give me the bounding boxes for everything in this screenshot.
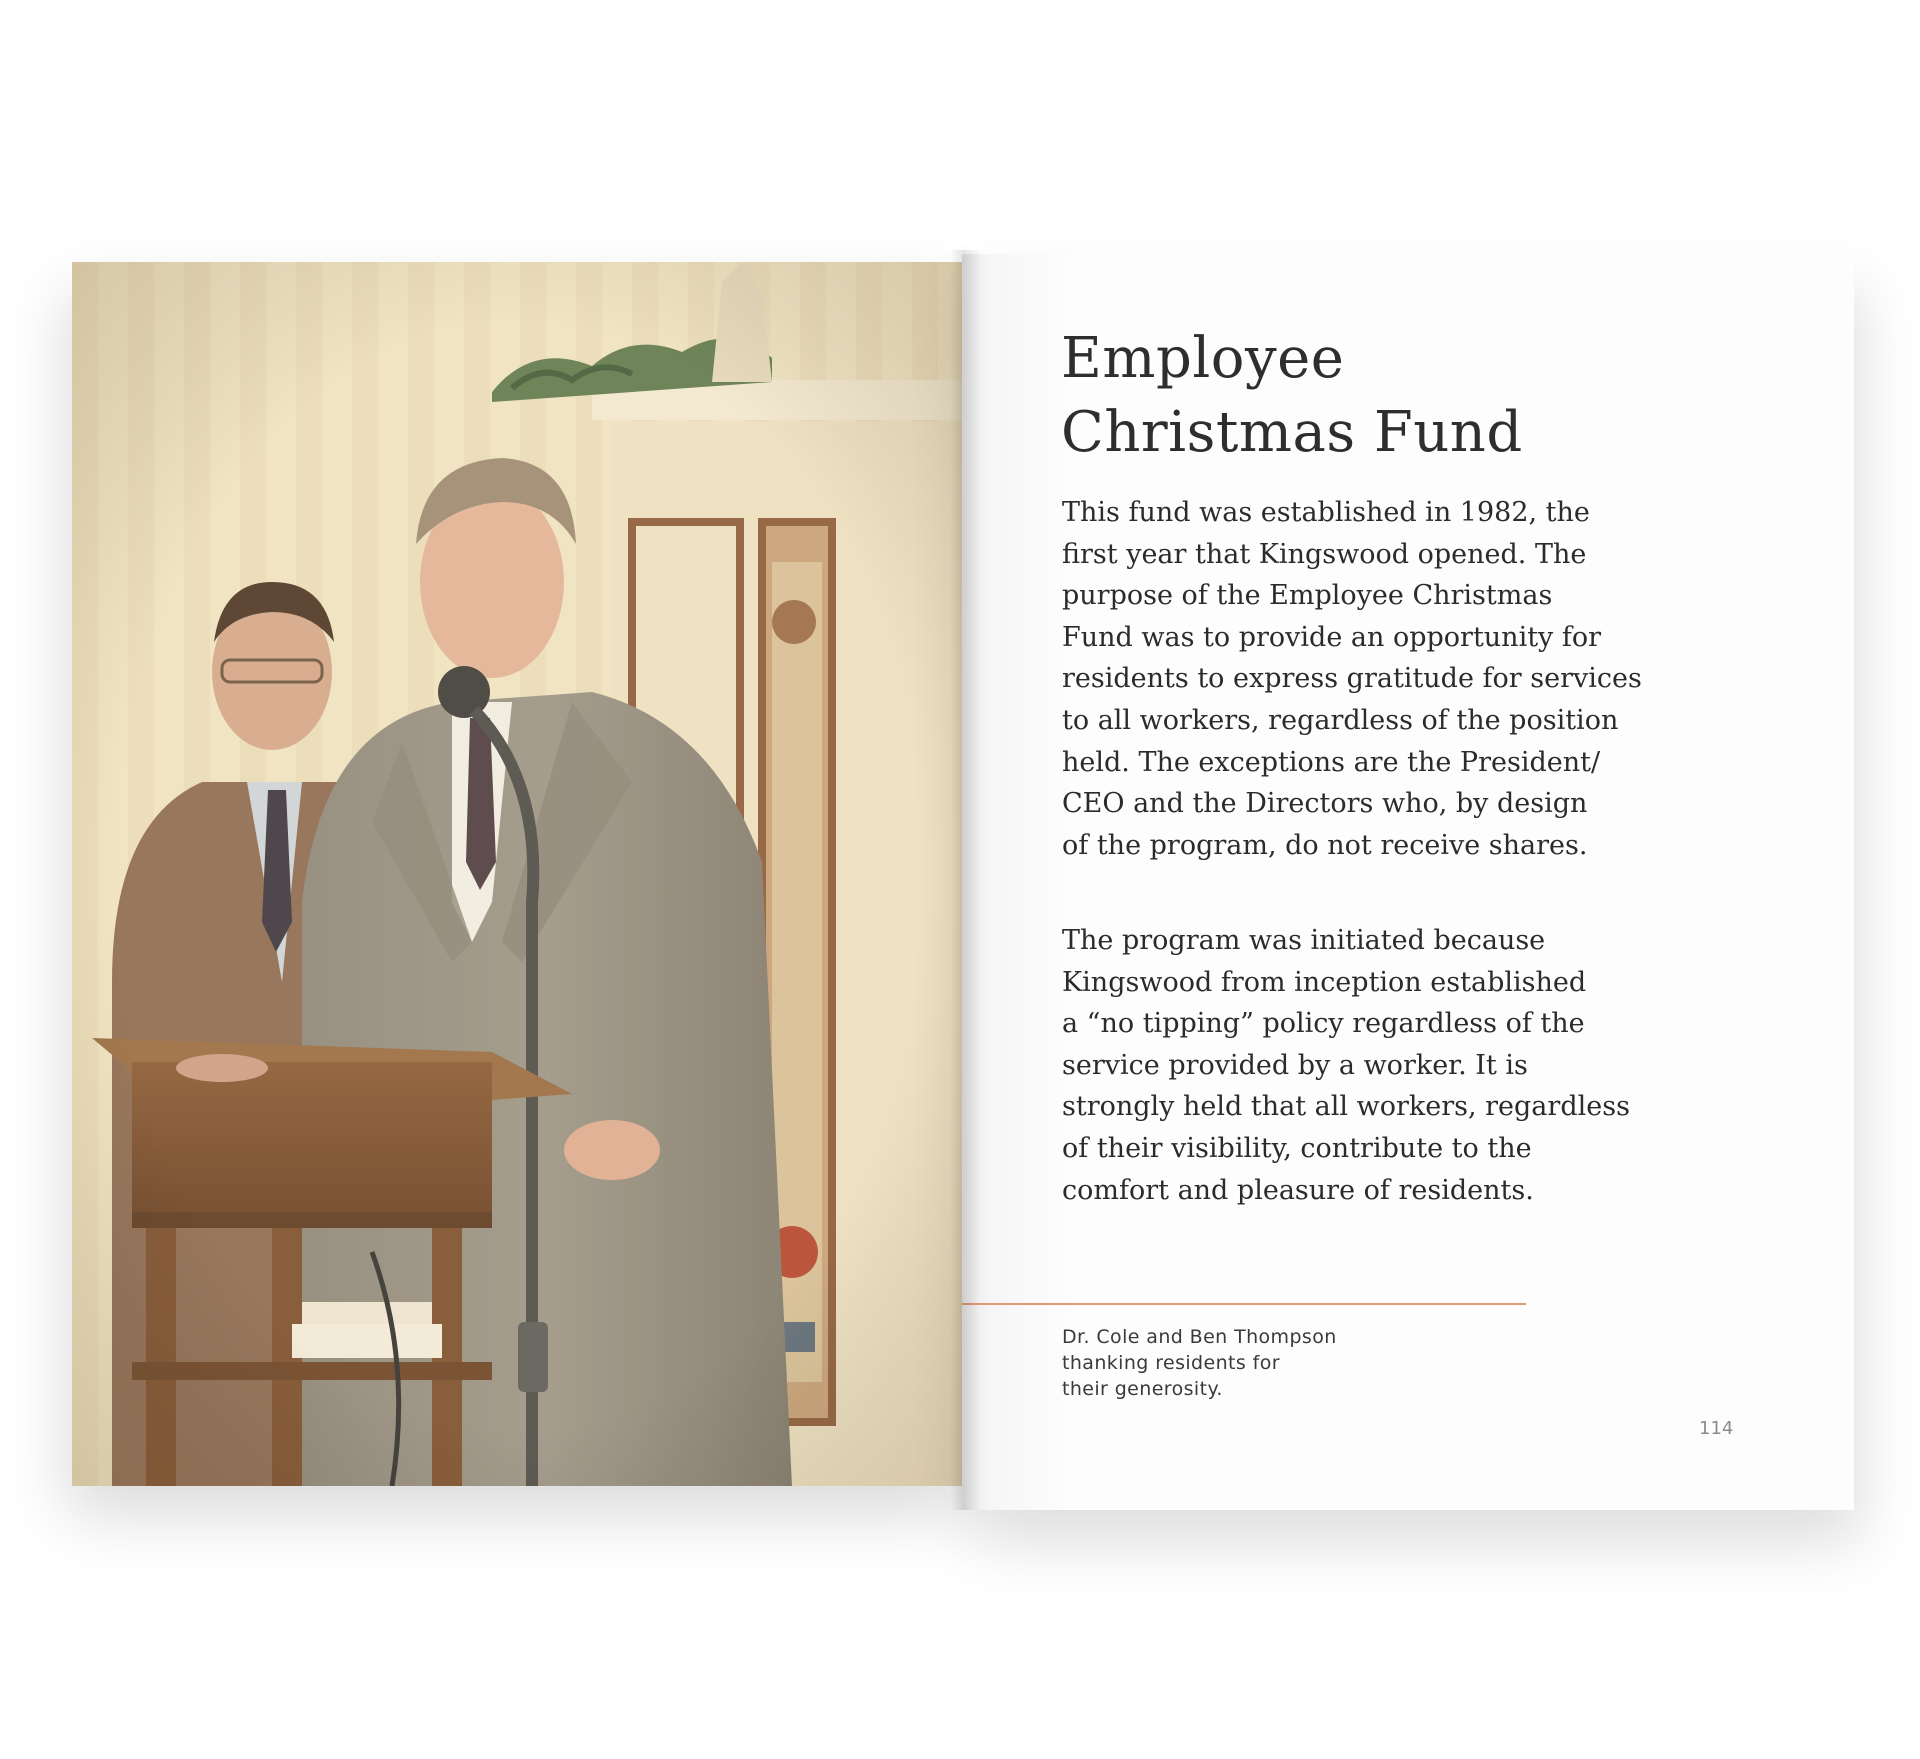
text-line: a “no tipping” policy regardless of the bbox=[1062, 1008, 1585, 1040]
text-line: first year that Kingswood opened. The bbox=[1062, 538, 1587, 570]
page-number: 114 bbox=[1699, 1418, 1734, 1439]
text-line: CEO and the Directors who, by design bbox=[1062, 788, 1588, 820]
caption-line: Dr. Cole and Ben Thompson bbox=[1062, 1326, 1337, 1348]
text-line: The program was initiated because bbox=[1062, 925, 1546, 956]
text-line: Kingswood from inception established bbox=[1062, 966, 1587, 998]
text-line: comfort and pleasure of residents. bbox=[1062, 1174, 1534, 1206]
text-line: of their visibility, contribute to the bbox=[1062, 1132, 1532, 1164]
text-line: to all workers, regardless of the position bbox=[1062, 704, 1619, 736]
caption-divider bbox=[962, 1303, 1526, 1305]
text-line: held. The exceptions are the President/ bbox=[1062, 746, 1601, 778]
caption-line: thanking residents for bbox=[1062, 1352, 1280, 1374]
text-line: of the program, do not receive shares. bbox=[1062, 829, 1588, 861]
caption-line: their generosity. bbox=[1062, 1378, 1223, 1400]
text-line: This fund was established in 1982, the bbox=[1062, 497, 1590, 528]
book-gutter-shadow bbox=[950, 250, 980, 1510]
text-line: purpose of the Employee Christmas bbox=[1062, 580, 1553, 612]
title-line: Employee bbox=[1061, 326, 1345, 391]
photo-caption bbox=[1062, 1324, 1442, 1402]
text-line: residents to express gratitude for services bbox=[1062, 663, 1642, 695]
text-line: Fund was to provide an opportunity for bbox=[1062, 621, 1602, 653]
page-title bbox=[1061, 322, 1781, 470]
text-line: service provided by a worker. It is bbox=[1062, 1049, 1528, 1081]
body-paragraph-1 bbox=[1062, 492, 1752, 866]
right-page bbox=[962, 254, 1854, 1510]
speaker-at-podium-photo bbox=[72, 262, 964, 1486]
title-line: Christmas Fund bbox=[1061, 400, 1523, 465]
left-page-photo bbox=[72, 262, 964, 1486]
text-line: strongly held that all workers, regardless bbox=[1062, 1091, 1630, 1123]
body-paragraph-2 bbox=[1062, 920, 1752, 1211]
